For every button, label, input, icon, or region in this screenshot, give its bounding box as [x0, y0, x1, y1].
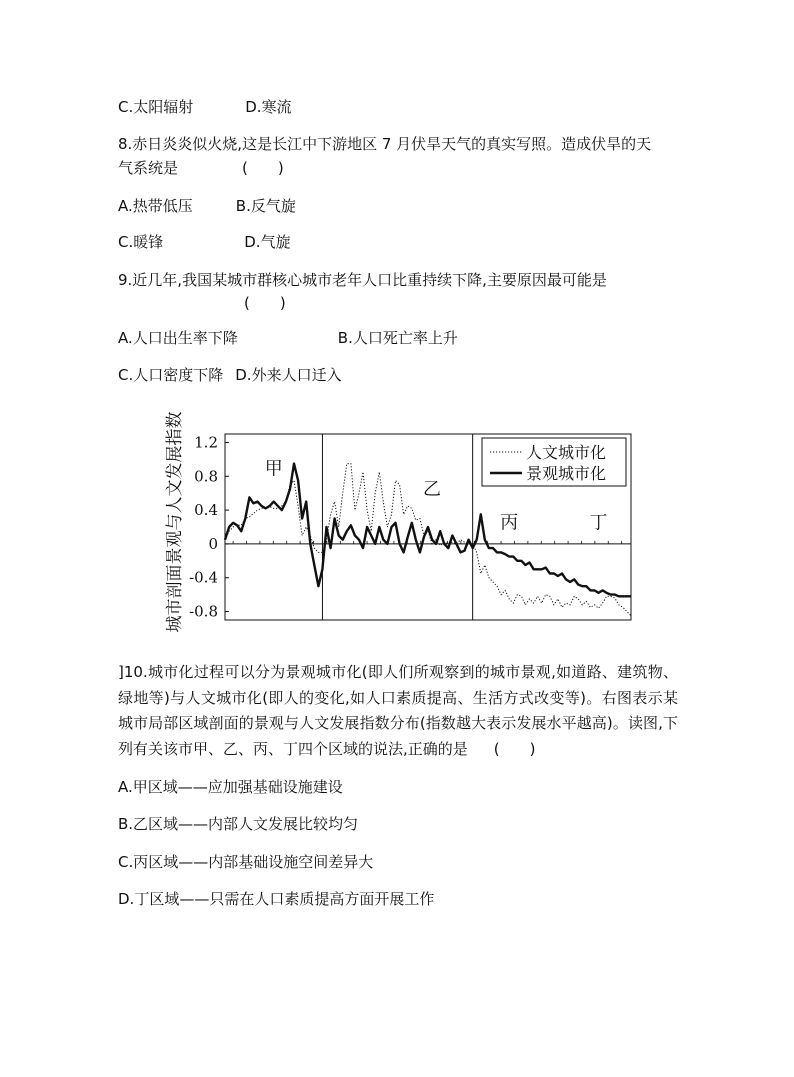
legend-label: 景观城市化: [526, 464, 607, 483]
y-axis-title: [165, 412, 185, 633]
y-ticks: [189, 433, 229, 620]
q10-option-d: D.丁区域——只需在人口素质提高方面开展工作: [118, 890, 435, 908]
region-label: 甲: [264, 458, 283, 480]
q9-stem-line1: 9.近几年,我国某城市群核心城市老年人口比重持续下降,主要原因最可能是: [118, 271, 607, 289]
q10-answer-paren: ( ): [493, 739, 536, 758]
urbanization-chart: [160, 396, 650, 648]
q7-option-row: [118, 96, 292, 118]
q8-option-b: B.反气旋: [235, 197, 296, 215]
y-tick-label: 0.4: [194, 501, 218, 520]
q7-option-d: D.寒流: [245, 98, 292, 116]
q8-stem-line2: [118, 157, 284, 179]
region-label: 乙: [423, 478, 442, 500]
q10-stem: ]10.城市化过程可以分为景观城市化(即人们所观察到的城市景观,如道路、建筑物、绿地等)与人文城市化(即人的变化,如人口素质提高、生活方式改变等)。右图表示某城市局部区域剖面的景观与人文发展指数分布(指数越大表示发展水平越高)。读图,下列有关该市甲、乙、丙、丁四个区域的说法,正确的是: [118, 663, 678, 758]
y-tick-label: 0: [208, 534, 218, 553]
q9-option-c: C.人口密度下降: [118, 366, 224, 384]
y-tick-label: -0.8: [189, 602, 218, 621]
legend: [482, 438, 626, 486]
q8-option-a: A.热带低压: [118, 197, 193, 215]
q10-option-b: B.乙区域——内部人文发展比较均匀: [118, 815, 359, 833]
q8-stem-line1: 8.赤日炎炎似火烧,这是长江中下游地区 7 月伏旱天气的真实写照。造成伏旱的天: [118, 135, 652, 153]
zero-axis: [225, 541, 631, 544]
q9-option-row-2: [118, 364, 342, 386]
q9-option-row-1: [118, 327, 458, 349]
q9-option-d: D.外来人口迁入: [235, 366, 342, 384]
q8-option-row-2: [118, 231, 291, 253]
q9-option-a: A.人口出生率下降: [118, 329, 238, 347]
q10-option-a: A.甲区域——应加强基础设施建设: [118, 778, 343, 796]
question-10: [118, 660, 678, 762]
y-tick-label: 0.8: [194, 467, 218, 486]
region-label: 丙: [500, 512, 519, 534]
q8-option-d: D.气旋: [244, 233, 291, 251]
q7-option-c: C.太阳辐射: [118, 98, 194, 116]
y-tick-label: 1.2: [194, 433, 218, 452]
q9-answer-paren: ( ): [244, 294, 286, 312]
y-axis-label: 城市剖面景观与人文发展指数: [165, 411, 185, 633]
y-tick-label: -0.4: [189, 568, 218, 587]
q10-option-c: C.丙区域——内部基础设施空间差异大: [118, 853, 374, 871]
region-label: 丁: [589, 512, 608, 534]
q8-answer-paren: ( ): [242, 159, 284, 177]
q8-option-row-1: [118, 195, 296, 217]
q8-option-c: C.暖锋: [118, 233, 164, 251]
q9-option-b: B.人口死亡率上升: [337, 329, 458, 347]
region-dividers: [322, 434, 472, 620]
q8-stem-text: 气系统是: [118, 159, 179, 177]
legend-label: 人文城市化: [526, 443, 607, 462]
